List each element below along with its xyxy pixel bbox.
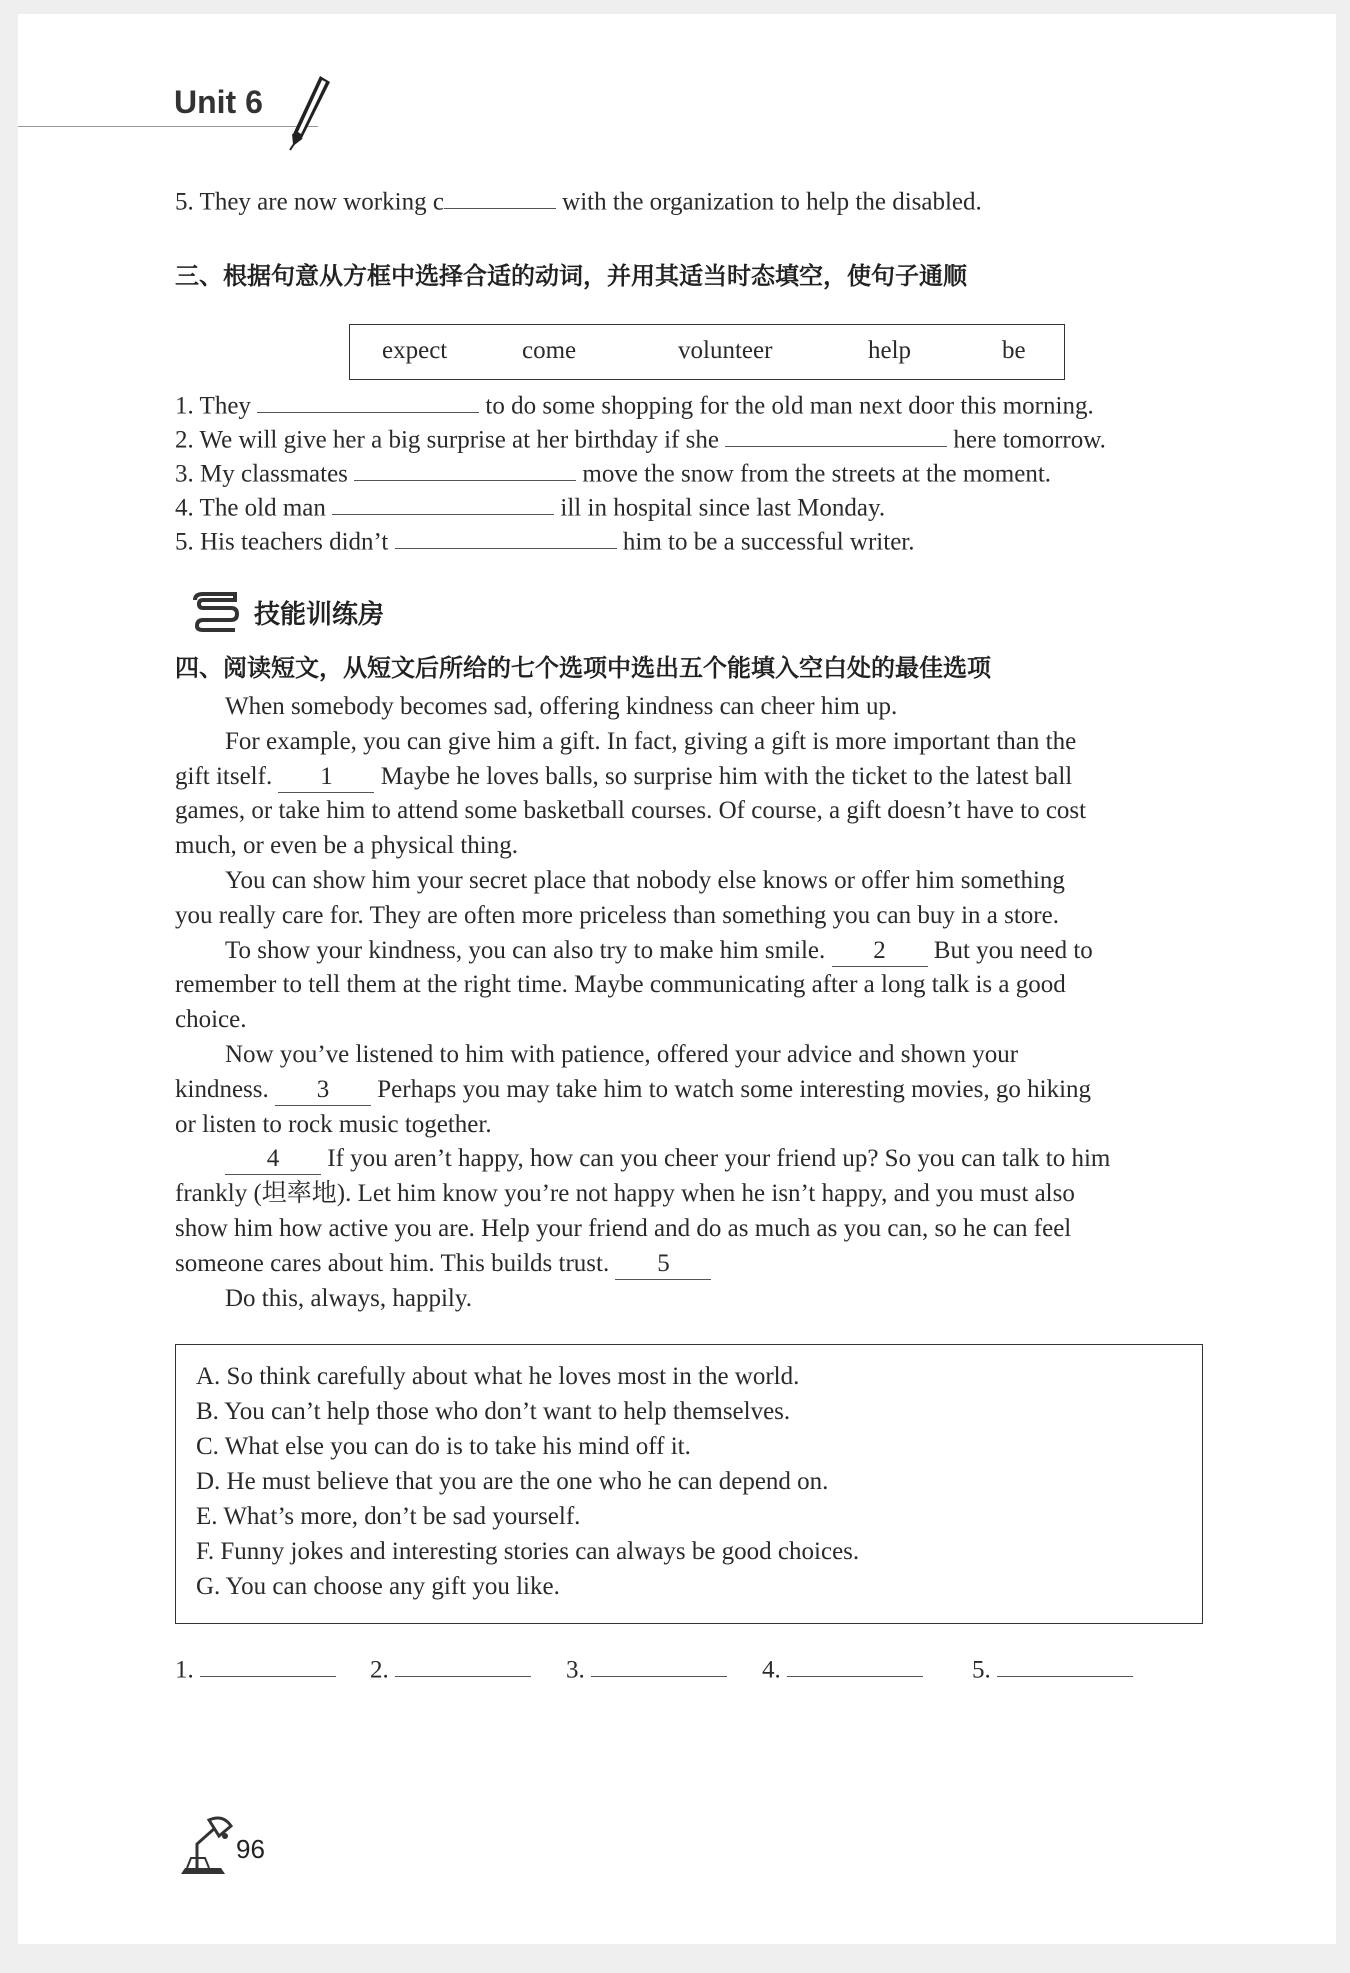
- passage-text: gift itself.: [175, 762, 273, 790]
- passage-text: Perhaps you may take him to watch some interesting movies, go hiking: [377, 1075, 1092, 1103]
- passage-line: remember to tell them at the right time. Maybe communicating after a long talk is a good: [175, 971, 1066, 999]
- skills-title: 技能训练房: [254, 600, 385, 630]
- passage-text: kindness.: [175, 1075, 269, 1103]
- section3-item: [175, 386, 1094, 420]
- answer-blank[interactable]: [354, 454, 576, 481]
- page-number: 96: [236, 1834, 265, 1864]
- word-option: come: [522, 337, 577, 364]
- answer-blank[interactable]: [787, 1650, 923, 1677]
- answer-blank[interactable]: [395, 1650, 531, 1677]
- worksheet-page: [18, 14, 1336, 1944]
- passage-blank-3[interactable]: 3: [275, 1075, 371, 1106]
- passage-line: [175, 760, 1205, 795]
- passage-line: or listen to rock music together.: [175, 1110, 492, 1138]
- answer-slot: [972, 1650, 1133, 1684]
- item-text: ill in hospital since last Monday.: [560, 494, 886, 522]
- answer-blank[interactable]: [997, 1650, 1133, 1677]
- header-rule: [18, 126, 318, 127]
- passage-line: choice.: [175, 1006, 247, 1034]
- section2-item5: [175, 182, 982, 216]
- passage-line: For example, you can give him a gift. In fact, giving a gift is more important than the: [225, 727, 1077, 755]
- answer-blank[interactable]: [444, 182, 556, 209]
- reading-passage: [175, 690, 1205, 1316]
- word-option: be: [1002, 337, 1026, 364]
- word-option: volunteer: [678, 337, 773, 364]
- passage-blank-4[interactable]: 4: [225, 1144, 321, 1175]
- item-text: to do some shopping for the old man next door this morning.: [485, 392, 1094, 420]
- passage-line: Now you’ve listened to him with patience, offered your advice and shown your: [225, 1040, 1019, 1068]
- passage-text: If you aren’t happy, how can you cheer your friend up? So you can talk to him: [327, 1145, 1111, 1173]
- passage-line: You can show him your secret place that nobody else knows or offer him something: [225, 866, 1065, 894]
- option-item: C. What else you can do is to take his mind off it.: [196, 1433, 691, 1460]
- unit-title: Unit 6: [174, 84, 263, 120]
- answer-label: 3.: [566, 1656, 585, 1684]
- item-text: 4. The old man: [175, 494, 326, 522]
- answer-slot: [370, 1650, 531, 1684]
- passage-line: you really care for. They are often more priceless than something you can buy in a store.: [175, 901, 1059, 929]
- item-text: 3. My classmates: [175, 460, 348, 488]
- option-item: G. You can choose any gift you like.: [196, 1573, 560, 1600]
- answer-label: 2.: [370, 1656, 389, 1684]
- passage-line: Do this, always, happily.: [225, 1284, 472, 1312]
- item5-after: with the organization to help the disabled.: [562, 188, 982, 216]
- section3-item: [175, 454, 1051, 488]
- option-item: E. What’s more, don’t be sad yourself.: [196, 1503, 581, 1530]
- section3-item: [175, 420, 1106, 454]
- section3-item: [175, 488, 885, 522]
- answer-blank[interactable]: [200, 1650, 336, 1677]
- desk-lamp-icon: [175, 1814, 237, 1878]
- skills-icon: [191, 592, 239, 632]
- section4-heading: 四、阅读短文，从短文后所给的七个选项中选出五个能填入空白处的最佳选项: [175, 654, 991, 682]
- passage-line: When somebody becomes sad, offering kindness can cheer him up.: [225, 693, 898, 720]
- word-option: help: [868, 337, 912, 364]
- option-item: A. So think carefully about what he loves most in the world.: [196, 1363, 800, 1390]
- option-item: F. Funny jokes and interesting stories can always be good choices.: [196, 1538, 860, 1565]
- passage-text: someone cares about him. This builds trust.: [175, 1249, 610, 1277]
- passage-blank-1[interactable]: 1: [278, 762, 374, 793]
- answer-blank[interactable]: [257, 386, 479, 413]
- answer-slot: [762, 1650, 923, 1684]
- item-text: move the snow from the streets at the moment.: [582, 460, 1052, 488]
- answer-blank[interactable]: [332, 488, 554, 515]
- answer-label: 1.: [175, 1656, 194, 1684]
- answer-label: 4.: [762, 1656, 781, 1684]
- passage-line: games, or take him to attend some basketball courses. Of course, a gift doesn’t have to cost: [175, 797, 1087, 825]
- passage-line: [175, 1247, 1205, 1282]
- passage-line: show him how active you are. Help your friend and do as much as you can, so he can feel: [175, 1214, 1072, 1242]
- answer-slot: [175, 1650, 336, 1684]
- item5-before: 5. They are now working c: [175, 188, 444, 216]
- passage-text: To show your kindness, you can also try to make him smile.: [225, 936, 826, 964]
- passage-line: frankly (坦率地). Let him know you’re not happy when he isn’t happy, and you must also: [175, 1180, 1075, 1208]
- passage-line: much, or even be a physical thing.: [175, 832, 518, 860]
- answer-label: 5.: [972, 1656, 991, 1684]
- passage-blank-5[interactable]: 5: [615, 1249, 711, 1280]
- item-text: him to be a successful writer.: [622, 528, 915, 556]
- pen-icon: [280, 74, 340, 152]
- passage-line: [175, 934, 1205, 969]
- word-box: [349, 324, 1065, 380]
- answer-slot: [566, 1650, 727, 1684]
- passage-line: [175, 1073, 1205, 1108]
- option-item: D. He must believe that you are the one who he can depend on.: [196, 1468, 829, 1495]
- passage-blank-2[interactable]: 2: [832, 936, 928, 967]
- passage-text: But you need to: [933, 936, 1093, 964]
- passage-text: Maybe he loves balls, so surprise him with the ticket to the latest ball: [380, 762, 1073, 790]
- answer-blank[interactable]: [725, 420, 947, 447]
- passage-line: [175, 1142, 1205, 1177]
- word-option: expect: [382, 337, 448, 364]
- section3-item: [175, 522, 914, 556]
- option-item: B. You can’t help those who don’t want to help themselves.: [196, 1398, 791, 1425]
- item-text: 1. They: [175, 392, 251, 420]
- item-text: 5. His teachers didn’t: [175, 528, 389, 556]
- item-text: 2. We will give her a big surprise at her birthday if she: [175, 426, 719, 454]
- options-box: [175, 1344, 1203, 1624]
- item-text: here tomorrow.: [953, 426, 1106, 454]
- answer-blank[interactable]: [395, 522, 617, 549]
- answer-blank[interactable]: [591, 1650, 727, 1677]
- section3-heading: 三、根据句意从方框中选择合适的动词，并用其适当时态填空，使句子通顺: [175, 262, 967, 290]
